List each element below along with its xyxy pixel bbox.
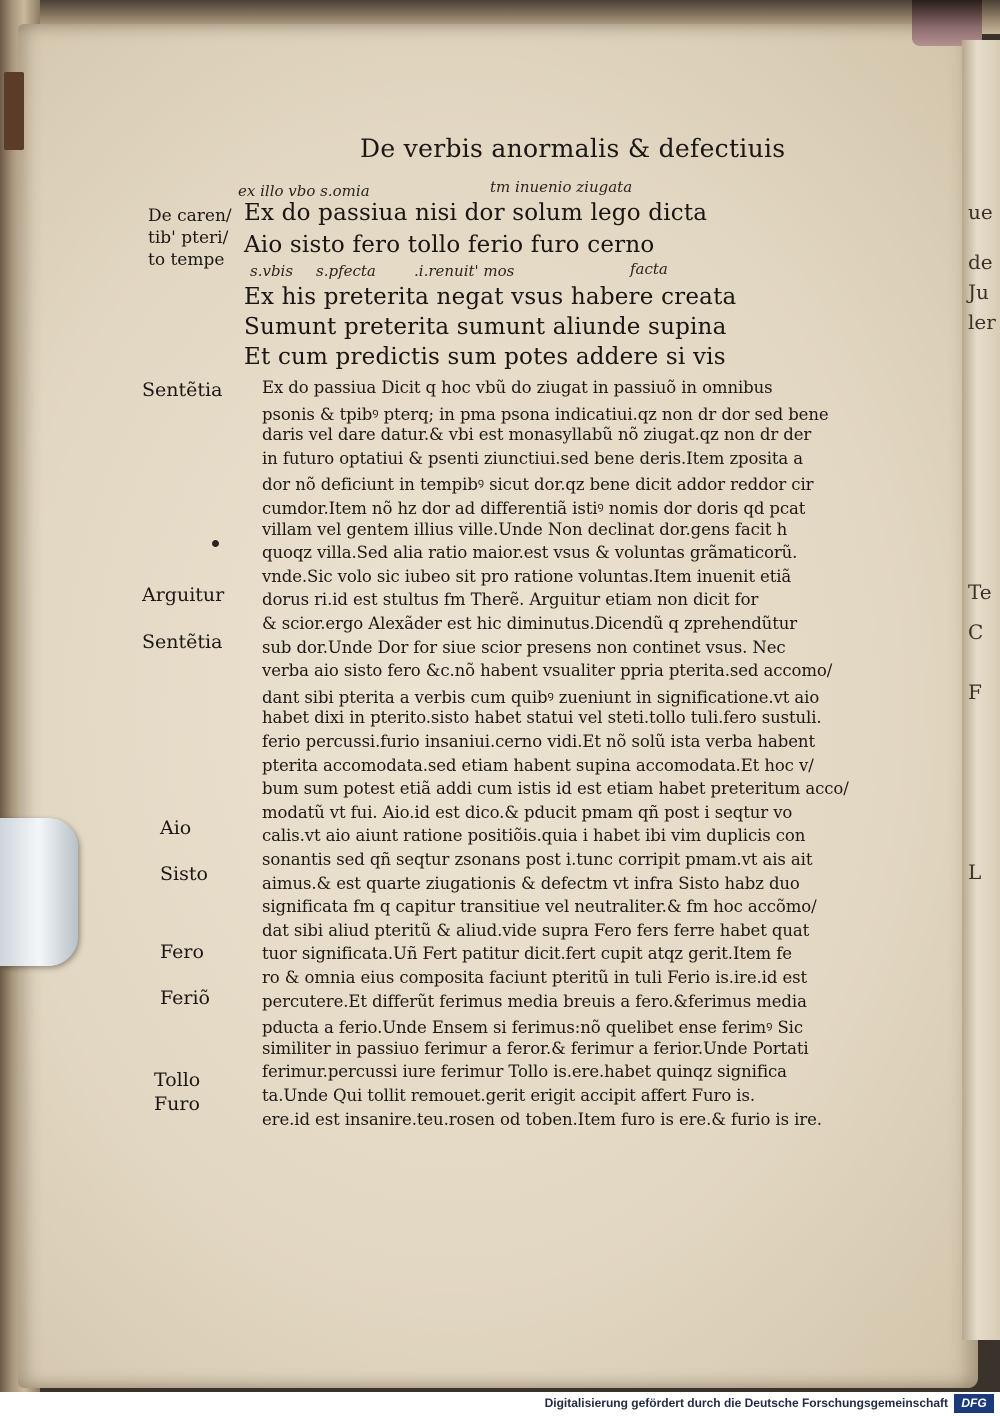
commentary-line: verba aio sisto fero &c.nõ habent vsualiter ppria pterita.sed accomo/ bbox=[262, 661, 833, 681]
commentary-line: calis.vt aio aiunt ratione positiõis.quia i habet ibi vim duplicis con bbox=[262, 826, 806, 846]
commentary-line: habet dixi in pterito.sisto habet statui vel steti.tollo tuli.fero sustuli. bbox=[262, 708, 822, 728]
paragraph-mark-icon bbox=[212, 540, 219, 547]
interlinear-gloss: s.vbis bbox=[250, 262, 294, 280]
running-head: De verbis anormalis & defectiuis bbox=[360, 134, 786, 163]
margin-note: Feriõ bbox=[160, 987, 210, 1009]
dfg-logo: DFG bbox=[954, 1394, 994, 1413]
commentary-line: tuor significata.Uñ Fert patitur dicit.fert cupit atqz gerit.Item fe bbox=[262, 944, 792, 964]
margin-note: De caren/ bbox=[148, 206, 232, 226]
margin-note: Sentẽtia bbox=[142, 379, 223, 401]
interlinear-gloss: s.pfecta bbox=[316, 262, 376, 280]
margin-note: Aio bbox=[160, 817, 192, 839]
margin-note: Fero bbox=[160, 941, 204, 963]
margin-note: Furo bbox=[154, 1093, 200, 1115]
commentary-line: aimus.& est quarte ziugationis & defectm vt infra Sisto habz duo bbox=[262, 873, 800, 893]
commentary-line: dorus ri.id est stultus fm Therẽ. Arguitur etiam non dicit for bbox=[262, 590, 759, 610]
verse-line: Ex do passiua nisi dor solum lego dicta bbox=[244, 200, 708, 226]
commentary-line: vnde.Sic volo sic iubeo sit pro ratione voluntas.Item inuenit etiã bbox=[262, 566, 792, 586]
page-tab-marker bbox=[4, 72, 24, 150]
verse-line: Aio sisto fero tollo ferio furo cerno bbox=[244, 232, 655, 258]
verse-line: Sumunt preterita sumunt aliunde supina bbox=[244, 314, 727, 340]
commentary-line: percutere.Et differũt ferimus media breuis a fero.&ferimus media bbox=[262, 991, 807, 1011]
facing-fragment: L bbox=[968, 860, 982, 884]
commentary-line: Ex do passiua Dicit q hoc vbũ do ziugat in passiuõ in omnibus bbox=[262, 378, 773, 397]
facing-fragment: C bbox=[968, 620, 984, 644]
commentary-line: ferimur.percussi iure ferimur Tollo is.ere.habet quinqz significa bbox=[262, 1062, 787, 1082]
margin-note: Tollo bbox=[154, 1069, 201, 1091]
facing-page-strip bbox=[962, 40, 1000, 1340]
facing-fragment: ue bbox=[968, 200, 993, 224]
commentary-line: sub dor.Unde Dor for siue scior presens non continet vsus. Nec bbox=[262, 637, 786, 657]
facing-fragment: Te bbox=[968, 580, 992, 604]
interlinear-gloss: tm inuenio ziugata bbox=[490, 178, 633, 196]
facing-fragment: ler bbox=[968, 310, 996, 334]
commentary-line: psonis & tpibꝰ pterq; in pma psona indicatiui.qz non dr dor sed bene bbox=[262, 404, 829, 424]
commentary-line: significata fm q capitur transitiue vel neutraliter.& fm hoc accõmo/ bbox=[262, 897, 817, 917]
margin-note: Sentẽtia bbox=[142, 631, 223, 653]
page-clip bbox=[0, 818, 78, 966]
commentary-line: villam vel gentem illius ville.Unde Non declinat dor.gens facit h bbox=[262, 519, 788, 539]
commentary-line: dor nõ deficiunt in tempibꝰ sicut dor.qz bene dicit addor reddor cir bbox=[262, 475, 814, 495]
commentary-line: dat sibi aliud pteritũ & aliud.vide supra Fero fers ferre habet quat bbox=[262, 920, 810, 940]
verse-line: Et cum predictis sum potes addere si vis bbox=[244, 344, 726, 370]
interlinear-gloss: ex illo vbo s.omia bbox=[238, 182, 370, 200]
commentary-line: ta.Unde Qui tollit remouet.gerit erigit accipit affert Furo is. bbox=[262, 1086, 755, 1105]
margin-note: tib' pteri/ bbox=[148, 228, 229, 248]
commentary-line: modatũ vt fui. Aio.id est dico.& pducit pmam qñ post i seqtur vo bbox=[262, 802, 793, 822]
margin-note: Sisto bbox=[160, 863, 208, 885]
commentary-line: pterita accomodata.sed etiam habent supina accomodata.Et hoc v/ bbox=[262, 755, 814, 775]
commentary-line: similiter in passiuo ferimur a feror.& ferimur a ferior.Unde Portati bbox=[262, 1038, 809, 1058]
commentary-line: pducta a ferio.Unde Ensem si ferimus:nõ quelibet ense ferimꝰ Sic bbox=[262, 1018, 803, 1038]
margin-note: to tempe bbox=[148, 250, 225, 270]
commentary-line: ro & omnia eius composita faciunt pteritũ in tuli Ferio is.ire.id est bbox=[262, 968, 808, 987]
commentary-line: cumdor.Item nõ hz dor ad differentiã istiꝰ nomis dor doris qd pcat bbox=[262, 499, 806, 518]
funding-credit: Digitalisierung gefördert durch die Deutsche Forschungsgemeinschaft bbox=[544, 1396, 948, 1410]
commentary-line: ferio percussi.furio insaniui.cerno vidi.Et nõ solũ ista verba habent bbox=[262, 732, 815, 751]
commentary-line: sonantis sed qñ seqtur zsonans post i.tunc corripit pmam.vt ais ait bbox=[262, 850, 813, 869]
commentary-line: in futuro optatiui & psenti ziunctiui.sed bene deris.Item zposita a bbox=[262, 448, 804, 468]
commentary-line: bum sum potest etiã addi cum istis id est etiam habet preteritum acco/ bbox=[262, 779, 849, 799]
margin-note: Arguitur bbox=[142, 584, 225, 606]
digitization-footer bbox=[0, 1392, 1000, 1416]
commentary-line: ere.id est insanire.teu.rosen od toben.Item furo is ere.& furio is ire. bbox=[262, 1109, 822, 1129]
facing-fragment: Ju bbox=[968, 280, 989, 304]
facing-fragment: de bbox=[968, 250, 993, 274]
commentary-line: quoqz villa.Sed alia ratio maior.est vsus & voluntas grãmaticorũ. bbox=[262, 543, 798, 563]
commentary-line: daris vel dare datur.& vbi est monasyllabũ nõ ziugat.qz non dr der bbox=[262, 425, 812, 445]
verse-line: Ex his preterita negat vsus habere creata bbox=[244, 284, 737, 310]
interlinear-gloss: .i.renuit' mos bbox=[414, 262, 515, 280]
interlinear-gloss: facta bbox=[630, 260, 668, 278]
commentary-line: dant sibi pterita a verbis cum quibꝰ zueniunt in significatione.vt aio bbox=[262, 687, 820, 707]
commentary-line: & scior.ergo Alexãder est hic diminutus.Dicendũ q zprehendũtur bbox=[262, 614, 798, 633]
facing-fragment: F bbox=[968, 680, 982, 704]
